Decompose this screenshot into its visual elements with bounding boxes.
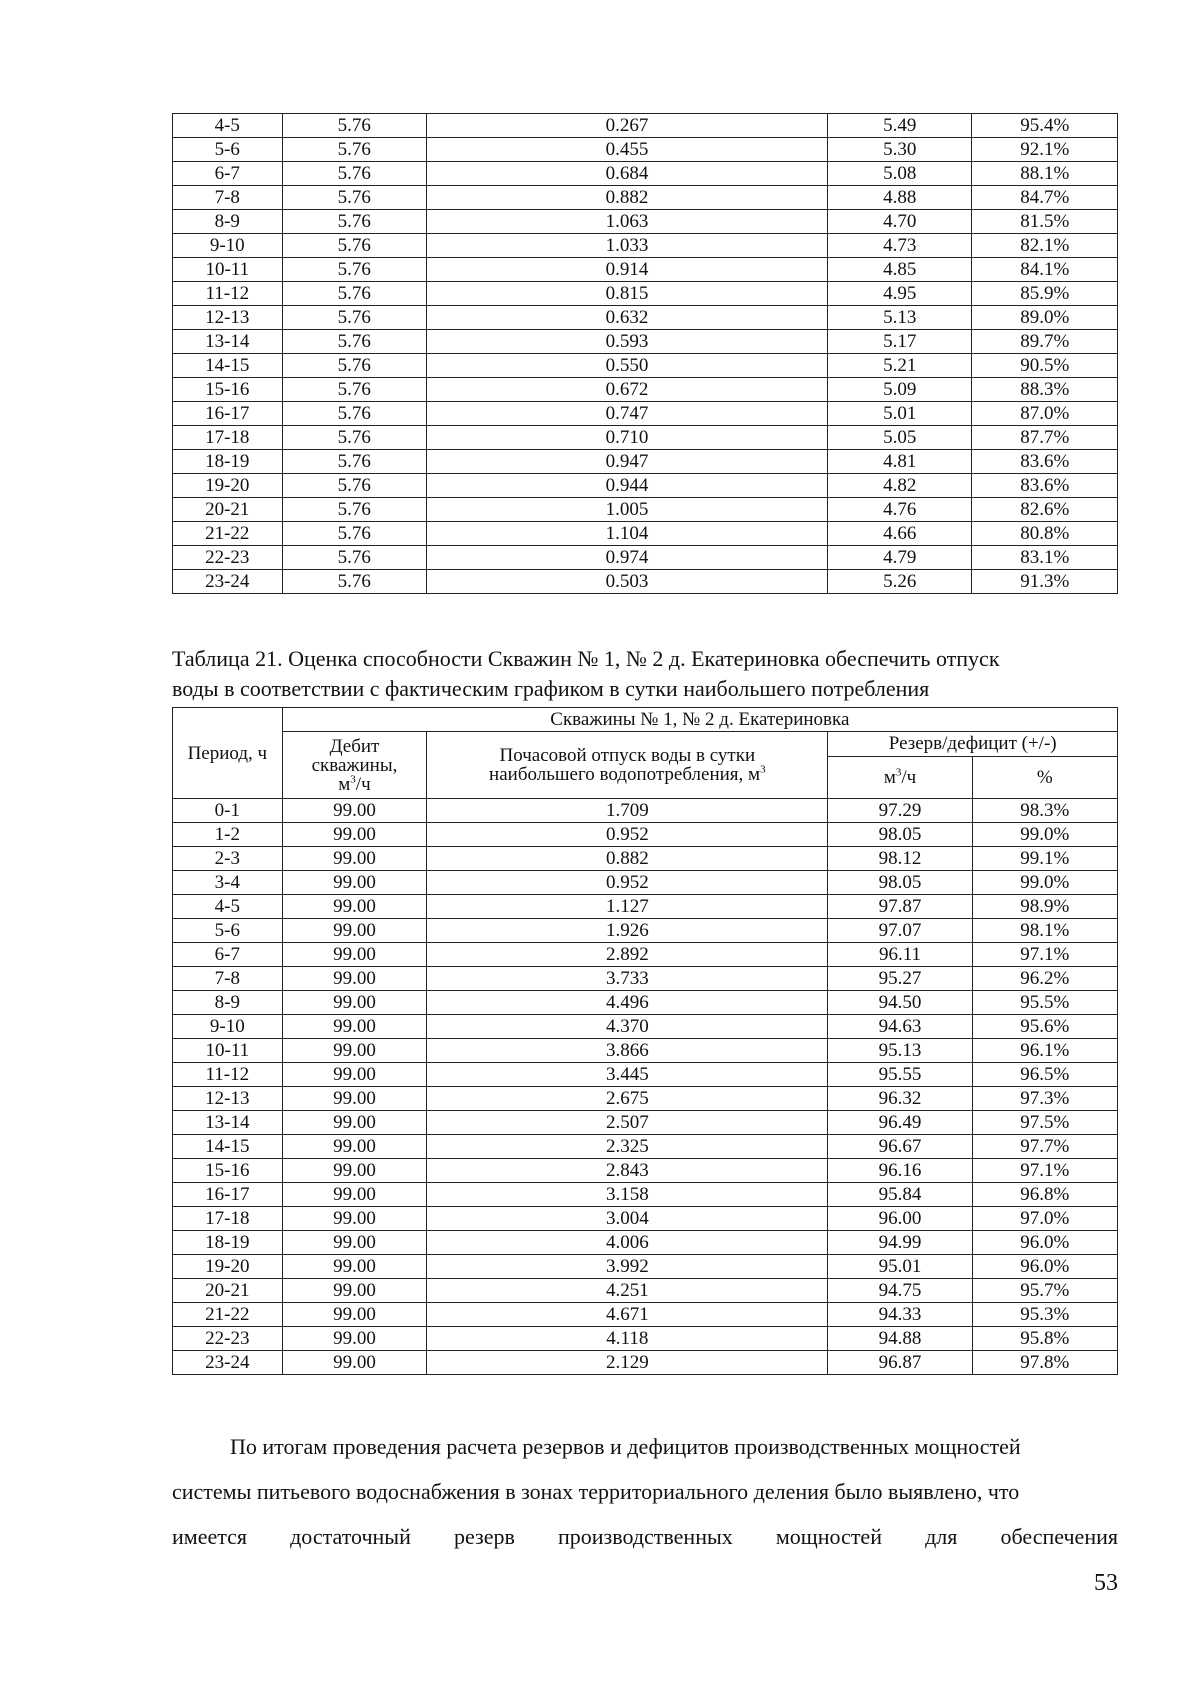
- cell-reserve-m3h: 4.85: [828, 258, 972, 282]
- cell-debit: 99.00: [282, 1231, 427, 1255]
- table-row: [173, 522, 1118, 546]
- cell-debit: 99.00: [282, 1303, 427, 1327]
- cell-reserve-m3h: 5.49: [828, 114, 972, 138]
- cell-debit: 99.00: [282, 1039, 427, 1063]
- cell-reserve-m3h: 95.27: [828, 967, 972, 991]
- cell-reserve-percent: 90.5%: [972, 354, 1118, 378]
- cell-hourly-release: 4.118: [427, 1327, 828, 1351]
- cell-reserve-percent: 95.4%: [972, 114, 1118, 138]
- cell-debit: 5.76: [282, 162, 426, 186]
- cell-hourly-release: 0.914: [426, 258, 827, 282]
- cell-period: 22-23: [173, 546, 283, 570]
- cell-reserve-percent: 96.2%: [972, 967, 1117, 991]
- cell-reserve-percent: 91.3%: [972, 570, 1118, 594]
- cell-debit: 5.76: [282, 282, 426, 306]
- cell-reserve-m3h: 94.75: [828, 1279, 972, 1303]
- cell-debit: 5.76: [282, 522, 426, 546]
- cell-debit: 5.76: [282, 330, 426, 354]
- cell-reserve-percent: 88.3%: [972, 378, 1118, 402]
- cell-hourly-release: 1.033: [426, 234, 827, 258]
- cell-debit: 99.00: [282, 799, 427, 823]
- cell-reserve-m3h: 5.01: [828, 402, 972, 426]
- cell-hourly-release: 3.004: [427, 1207, 828, 1231]
- cell-hourly-release: 4.496: [427, 991, 828, 1015]
- cell-hourly-release: 1.104: [426, 522, 827, 546]
- cell-debit: 5.76: [282, 186, 426, 210]
- cell-period: 20-21: [173, 498, 283, 522]
- cell-reserve-m3h: 97.07: [828, 919, 972, 943]
- table-row: [173, 919, 1118, 943]
- cell-reserve-m3h: 97.29: [828, 799, 972, 823]
- cell-debit: 99.00: [282, 1279, 427, 1303]
- cell-period: 3-4: [173, 871, 283, 895]
- table-21-body: [173, 799, 1118, 1375]
- cell-debit: 5.76: [282, 258, 426, 282]
- cell-hourly-release: 4.006: [427, 1231, 828, 1255]
- cell-reserve-percent: 95.5%: [972, 991, 1117, 1015]
- cell-hourly-release: 1.709: [427, 799, 828, 823]
- cell-debit: 5.76: [282, 138, 426, 162]
- header-debit: [282, 732, 427, 799]
- cell-hourly-release: 0.710: [426, 426, 827, 450]
- cell-debit: 5.76: [282, 210, 426, 234]
- cell-reserve-percent: 83.6%: [972, 474, 1118, 498]
- cell-reserve-percent: 92.1%: [972, 138, 1118, 162]
- table-row: [173, 498, 1118, 522]
- cell-debit: 99.00: [282, 943, 427, 967]
- table-row: [173, 1087, 1118, 1111]
- cell-debit: 5.76: [282, 498, 426, 522]
- cell-reserve-m3h: 96.00: [828, 1207, 972, 1231]
- header-group: Скважины № 1, № 2 д. Екатериновка: [282, 708, 1117, 732]
- cell-period: 23-24: [173, 1351, 283, 1375]
- cell-reserve-percent: 96.8%: [972, 1183, 1117, 1207]
- cell-period: 8-9: [173, 210, 283, 234]
- table-previous-continuation: [172, 113, 1118, 594]
- table-row: [173, 1303, 1118, 1327]
- cell-hourly-release: 0.815: [426, 282, 827, 306]
- table-21-caption: [172, 644, 1118, 704]
- cell-debit: 99.00: [282, 1015, 427, 1039]
- table-row: [173, 162, 1118, 186]
- cell-reserve-m3h: 98.05: [828, 871, 972, 895]
- table-21: [172, 707, 1118, 1375]
- cell-reserve-m3h: 98.05: [828, 823, 972, 847]
- header-hourly-release: [427, 732, 828, 799]
- cell-period: 13-14: [173, 330, 283, 354]
- cell-debit: 5.76: [282, 354, 426, 378]
- cell-hourly-release: 3.992: [427, 1255, 828, 1279]
- cell-period: 20-21: [173, 1279, 283, 1303]
- cell-debit: 99.00: [282, 1351, 427, 1375]
- cell-reserve-m3h: 5.13: [828, 306, 972, 330]
- table-row: [173, 234, 1118, 258]
- cell-reserve-percent: 87.0%: [972, 402, 1118, 426]
- cell-hourly-release: 1.926: [427, 919, 828, 943]
- cell-reserve-percent: 97.3%: [972, 1087, 1117, 1111]
- cell-reserve-percent: 98.1%: [972, 919, 1117, 943]
- cell-reserve-m3h: 96.87: [828, 1351, 972, 1375]
- table-row: [173, 426, 1118, 450]
- cell-reserve-m3h: 4.79: [828, 546, 972, 570]
- table-row: [173, 1039, 1118, 1063]
- table-row: [173, 330, 1118, 354]
- cell-debit: 5.76: [282, 402, 426, 426]
- cell-hourly-release: 0.882: [427, 847, 828, 871]
- cell-debit: 99.00: [282, 1111, 427, 1135]
- table-row: [173, 210, 1118, 234]
- cell-period: 16-17: [173, 402, 283, 426]
- cell-hourly-release: 0.952: [427, 871, 828, 895]
- cell-reserve-m3h: 94.33: [828, 1303, 972, 1327]
- table-row: [173, 1279, 1118, 1303]
- cell-debit: 99.00: [282, 991, 427, 1015]
- cell-reserve-percent: 89.7%: [972, 330, 1118, 354]
- cell-reserve-percent: 97.5%: [972, 1111, 1117, 1135]
- table-row: [173, 570, 1118, 594]
- cell-hourly-release: 0.632: [426, 306, 827, 330]
- cell-reserve-percent: 97.1%: [972, 943, 1117, 967]
- cell-reserve-m3h: 95.55: [828, 1063, 972, 1087]
- cell-period: 21-22: [173, 1303, 283, 1327]
- cell-reserve-m3h: 5.21: [828, 354, 972, 378]
- cell-period: 11-12: [173, 1063, 283, 1087]
- cell-debit: 99.00: [282, 919, 427, 943]
- cell-reserve-m3h: 96.16: [828, 1159, 972, 1183]
- cell-reserve-m3h: 94.63: [828, 1015, 972, 1039]
- cell-reserve-percent: 81.5%: [972, 210, 1118, 234]
- cell-hourly-release: 0.947: [426, 450, 827, 474]
- table-row: [173, 402, 1118, 426]
- header-reserve-unit: $м^3/ч$: [828, 756, 972, 798]
- cell-reserve-m3h: 4.81: [828, 450, 972, 474]
- cell-reserve-percent: 89.0%: [972, 306, 1118, 330]
- cell-hourly-release: 0.882: [426, 186, 827, 210]
- cell-reserve-percent: 96.1%: [972, 1039, 1117, 1063]
- cell-period: 1-2: [173, 823, 283, 847]
- cell-hourly-release: 0.747: [426, 402, 827, 426]
- body-paragraph: [172, 1424, 1118, 1559]
- cell-debit: 99.00: [282, 1207, 427, 1231]
- table-row: [173, 1183, 1118, 1207]
- cell-period: 19-20: [173, 1255, 283, 1279]
- cell-debit: 99.00: [282, 1135, 427, 1159]
- cell-debit: 99.00: [282, 871, 427, 895]
- cell-reserve-m3h: 5.08: [828, 162, 972, 186]
- table-row: [173, 258, 1118, 282]
- cell-period: 11-12: [173, 282, 283, 306]
- cell-hourly-release: 3.733: [427, 967, 828, 991]
- cell-reserve-percent: 83.6%: [972, 450, 1118, 474]
- table-row: [173, 138, 1118, 162]
- header-debit-unit: $м^3/ч$: [338, 773, 371, 795]
- table-row: [173, 823, 1118, 847]
- cell-reserve-m3h: 98.12: [828, 847, 972, 871]
- table-row: [173, 1015, 1118, 1039]
- table-row: [173, 943, 1118, 967]
- header-reserve: Резерв/дефицит (+/-): [828, 732, 1118, 757]
- cell-hourly-release: 1.127: [427, 895, 828, 919]
- table-row: [173, 1255, 1118, 1279]
- cell-reserve-percent: 99.0%: [972, 823, 1117, 847]
- cell-period: 17-18: [173, 1207, 283, 1231]
- cell-reserve-percent: 88.1%: [972, 162, 1118, 186]
- cell-hourly-release: 4.671: [427, 1303, 828, 1327]
- cell-hourly-release: 0.503: [426, 570, 827, 594]
- cell-debit: 5.76: [282, 546, 426, 570]
- cell-reserve-m3h: 94.88: [828, 1327, 972, 1351]
- cell-reserve-percent: 95.8%: [972, 1327, 1117, 1351]
- cell-hourly-release: 2.675: [427, 1087, 828, 1111]
- cell-debit: 5.76: [282, 378, 426, 402]
- cell-hourly-release: 3.866: [427, 1039, 828, 1063]
- table-row: [173, 354, 1118, 378]
- cell-period: 8-9: [173, 991, 283, 1015]
- cell-debit: 5.76: [282, 450, 426, 474]
- cell-reserve-percent: 84.1%: [972, 258, 1118, 282]
- cell-hourly-release: 0.593: [426, 330, 827, 354]
- paragraph-line-1: По итогам проведения расчета резервов и дефицитов производственных мощностей: [230, 1434, 1021, 1459]
- cell-reserve-percent: 95.3%: [972, 1303, 1117, 1327]
- table-row: [173, 546, 1118, 570]
- cell-debit: 99.00: [282, 1183, 427, 1207]
- cell-reserve-m3h: 94.99: [828, 1231, 972, 1255]
- cell-reserve-m3h: 4.66: [828, 522, 972, 546]
- cell-period: 16-17: [173, 1183, 283, 1207]
- table-row: [173, 1159, 1118, 1183]
- cell-period: 9-10: [173, 234, 283, 258]
- cell-reserve-percent: 97.0%: [972, 1207, 1117, 1231]
- cell-period: 21-22: [173, 522, 283, 546]
- table-row: [173, 1327, 1118, 1351]
- cell-reserve-percent: 98.3%: [972, 799, 1117, 823]
- cell-period: 6-7: [173, 943, 283, 967]
- cell-reserve-m3h: 4.70: [828, 210, 972, 234]
- cell-hourly-release: 0.455: [426, 138, 827, 162]
- cell-period: 5-6: [173, 919, 283, 943]
- cell-debit: 99.00: [282, 895, 427, 919]
- cell-hourly-release: 1.063: [426, 210, 827, 234]
- header-period: Период, ч: [173, 708, 283, 799]
- cell-reserve-percent: 96.0%: [972, 1231, 1117, 1255]
- table-row: [173, 1063, 1118, 1087]
- cell-hourly-release: 4.251: [427, 1279, 828, 1303]
- cell-period: 7-8: [173, 967, 283, 991]
- cell-hourly-release: 0.267: [426, 114, 827, 138]
- cell-reserve-percent: 98.9%: [972, 895, 1117, 919]
- cell-reserve-percent: 97.8%: [972, 1351, 1117, 1375]
- cell-reserve-m3h: 95.84: [828, 1183, 972, 1207]
- cell-period: 15-16: [173, 1159, 283, 1183]
- cell-period: 7-8: [173, 186, 283, 210]
- table-row: [173, 991, 1118, 1015]
- caption-line-1: Таблица 21. Оценка способности Скважин № 1, № 2 д. Екатериновка обеспечить отпуск: [172, 646, 1000, 671]
- cell-period: 15-16: [173, 378, 283, 402]
- table-row: [173, 871, 1118, 895]
- cell-reserve-m3h: 95.13: [828, 1039, 972, 1063]
- cell-debit: 5.76: [282, 474, 426, 498]
- header-reserve-percent: %: [972, 756, 1117, 798]
- cell-debit: 5.76: [282, 426, 426, 450]
- cell-period: 18-19: [173, 1231, 283, 1255]
- cell-period: 4-5: [173, 895, 283, 919]
- table-row: [173, 895, 1118, 919]
- cell-reserve-m3h: 5.09: [828, 378, 972, 402]
- table-row: [173, 114, 1118, 138]
- cell-period: 14-15: [173, 354, 283, 378]
- cell-reserve-percent: 97.7%: [972, 1135, 1117, 1159]
- header-debit-line2: скважины,: [311, 754, 398, 776]
- table-row: [173, 474, 1118, 498]
- cell-reserve-m3h: 5.05: [828, 426, 972, 450]
- cell-hourly-release: 0.944: [426, 474, 827, 498]
- table-row: [173, 799, 1118, 823]
- cell-debit: 5.76: [282, 114, 426, 138]
- header-hourly-line2: наибольшего водопотребления, $м^3$: [489, 763, 766, 785]
- cell-hourly-release: 0.550: [426, 354, 827, 378]
- table-row: [173, 282, 1118, 306]
- cell-hourly-release: 2.129: [427, 1351, 828, 1375]
- table-row: [173, 1351, 1118, 1375]
- cell-reserve-m3h: 95.01: [828, 1255, 972, 1279]
- cell-reserve-percent: 80.8%: [972, 522, 1118, 546]
- table-row: [173, 1231, 1118, 1255]
- cell-hourly-release: 2.325: [427, 1135, 828, 1159]
- cell-period: 5-6: [173, 138, 283, 162]
- cell-reserve-m3h: 96.49: [828, 1111, 972, 1135]
- cell-reserve-m3h: 96.32: [828, 1087, 972, 1111]
- table-row: [173, 378, 1118, 402]
- caption-line-2: воды в соответствии с фактическим графиком в сутки наибольшего потребления: [172, 676, 930, 701]
- cell-hourly-release: 3.445: [427, 1063, 828, 1087]
- cell-reserve-percent: 85.9%: [972, 282, 1118, 306]
- cell-debit: 99.00: [282, 1255, 427, 1279]
- cell-hourly-release: 3.158: [427, 1183, 828, 1207]
- cell-reserve-m3h: 4.76: [828, 498, 972, 522]
- table-row: [173, 1111, 1118, 1135]
- table-row: [173, 847, 1118, 871]
- cell-reserve-m3h: 4.82: [828, 474, 972, 498]
- cell-reserve-percent: 96.5%: [972, 1063, 1117, 1087]
- cell-reserve-percent: 83.1%: [972, 546, 1118, 570]
- cell-reserve-percent: 99.0%: [972, 871, 1117, 895]
- cell-reserve-m3h: 4.95: [828, 282, 972, 306]
- cell-reserve-m3h: 96.67: [828, 1135, 972, 1159]
- cell-period: 10-11: [173, 258, 283, 282]
- cell-debit: 99.00: [282, 847, 427, 871]
- cell-reserve-m3h: 4.88: [828, 186, 972, 210]
- table-row: [173, 967, 1118, 991]
- cell-debit: 99.00: [282, 1327, 427, 1351]
- cell-reserve-percent: 97.1%: [972, 1159, 1117, 1183]
- cell-period: 18-19: [173, 450, 283, 474]
- cell-reserve-percent: 95.6%: [972, 1015, 1117, 1039]
- cell-reserve-percent: 84.7%: [972, 186, 1118, 210]
- cell-hourly-release: 1.005: [426, 498, 827, 522]
- header-hourly-line1: Почасовой отпуск воды в сутки: [499, 745, 756, 766]
- table-21-header: [173, 708, 1118, 799]
- cell-debit: 5.76: [282, 570, 426, 594]
- cell-period: 23-24: [173, 570, 283, 594]
- cell-period: 2-3: [173, 847, 283, 871]
- cell-reserve-percent: 96.0%: [972, 1255, 1117, 1279]
- cell-reserve-percent: 95.7%: [972, 1279, 1117, 1303]
- cell-hourly-release: 2.843: [427, 1159, 828, 1183]
- cell-period: 17-18: [173, 426, 283, 450]
- cell-debit: 99.00: [282, 1159, 427, 1183]
- cell-hourly-release: 4.370: [427, 1015, 828, 1039]
- cell-reserve-m3h: 5.30: [828, 138, 972, 162]
- cell-reserve-m3h: 97.87: [828, 895, 972, 919]
- cell-debit: 99.00: [282, 1063, 427, 1087]
- cell-reserve-m3h: 5.26: [828, 570, 972, 594]
- cell-debit: 5.76: [282, 234, 426, 258]
- page-number: 53: [1094, 1570, 1118, 1596]
- table-row: [173, 450, 1118, 474]
- cell-reserve-percent: 82.6%: [972, 498, 1118, 522]
- cell-period: 4-5: [173, 114, 283, 138]
- cell-debit: 99.00: [282, 967, 427, 991]
- cell-reserve-m3h: 5.17: [828, 330, 972, 354]
- cell-period: 13-14: [173, 1111, 283, 1135]
- cell-debit: 5.76: [282, 306, 426, 330]
- cell-period: 19-20: [173, 474, 283, 498]
- cell-period: 10-11: [173, 1039, 283, 1063]
- cell-period: 14-15: [173, 1135, 283, 1159]
- cell-hourly-release: 0.672: [426, 378, 827, 402]
- cell-period: 12-13: [173, 306, 283, 330]
- paragraph-line-2: системы питьевого водоснабжения в зонах территориального деления было выявлено, что: [172, 1479, 1020, 1504]
- header-debit-line1: Дебит: [329, 735, 380, 757]
- cell-period: 12-13: [173, 1087, 283, 1111]
- cell-debit: 99.00: [282, 823, 427, 847]
- cell-reserve-m3h: 4.73: [828, 234, 972, 258]
- table-previous-body: [173, 114, 1118, 594]
- cell-hourly-release: 2.507: [427, 1111, 828, 1135]
- cell-reserve-m3h: 94.50: [828, 991, 972, 1015]
- cell-period: 9-10: [173, 1015, 283, 1039]
- cell-reserve-m3h: 96.11: [828, 943, 972, 967]
- cell-reserve-percent: 87.7%: [972, 426, 1118, 450]
- cell-reserve-percent: 82.1%: [972, 234, 1118, 258]
- cell-debit: 99.00: [282, 1087, 427, 1111]
- cell-hourly-release: 0.684: [426, 162, 827, 186]
- table-row: [173, 1135, 1118, 1159]
- table-row: [173, 306, 1118, 330]
- cell-reserve-percent: 99.1%: [972, 847, 1117, 871]
- cell-hourly-release: 0.952: [427, 823, 828, 847]
- cell-period: 22-23: [173, 1327, 283, 1351]
- table-row: [173, 186, 1118, 210]
- cell-hourly-release: 2.892: [427, 943, 828, 967]
- cell-hourly-release: 0.974: [426, 546, 827, 570]
- cell-period: 6-7: [173, 162, 283, 186]
- table-row: [173, 1207, 1118, 1231]
- cell-period: 0-1: [173, 799, 283, 823]
- paragraph-line-3: имеется достаточный резерв производственных мощностей для обеспечения: [172, 1524, 1118, 1549]
